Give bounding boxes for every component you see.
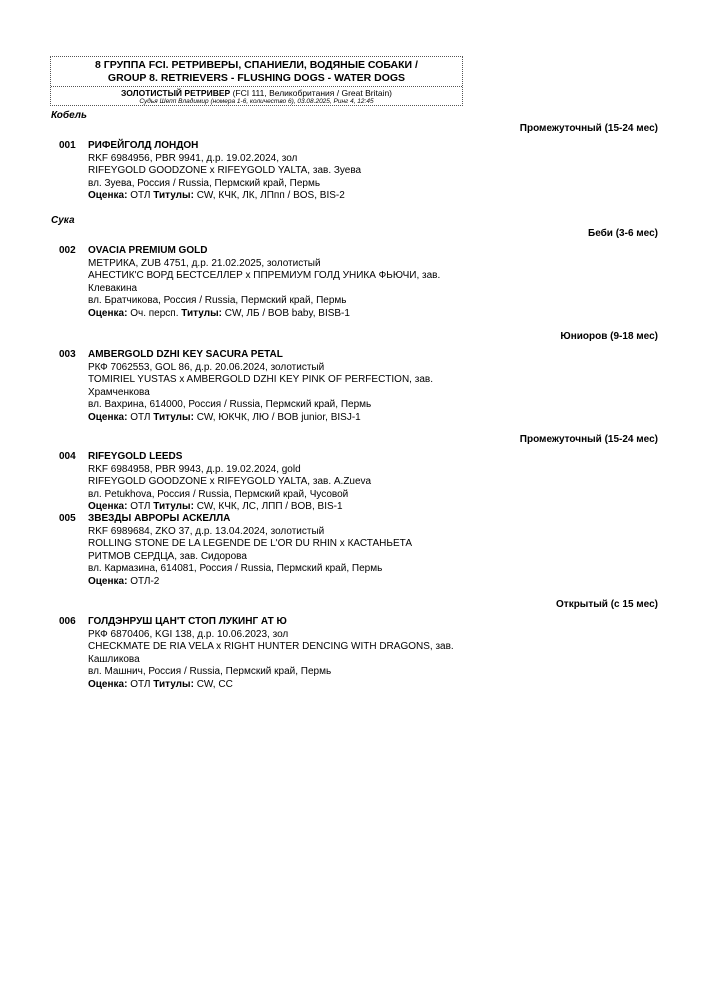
entry-number: 003	[59, 349, 76, 360]
result-line	[88, 501, 468, 514]
breed-line	[51, 88, 462, 98]
entry-number: 004	[59, 451, 76, 462]
entry-number: 002	[59, 245, 76, 256]
section-female: Сука	[51, 215, 75, 226]
parents: ROLLING STONE DE LA LEGENDE DE L'OR DU RHIN x КАСТАНЬЕТА РИТМОВ СЕРДЦА, зав. Сидорова	[88, 538, 413, 562]
score-value: ОТЛ-2	[127, 575, 160, 587]
entry-005	[88, 513, 468, 588]
header-divider	[51, 86, 462, 87]
titles-label: Титулы:	[153, 190, 194, 201]
titles-label: Титулы:	[181, 307, 222, 319]
score-label: Оценка:	[88, 575, 128, 587]
dog-name: OVACIA PREMIUM GOLD	[88, 245, 208, 256]
score-value: ОТЛ	[127, 678, 154, 690]
score-label: Оценка:	[88, 678, 128, 690]
class-heading-baby: Беби (3-6 мес)	[588, 228, 658, 239]
owner: вл. Машнич, Россия / Russia, Пермский край, Пермь	[88, 666, 332, 677]
registration: RKF 6984956, PBR 9941, д.р. 19.02.2024, зол	[88, 152, 298, 164]
entry-number: 006	[59, 616, 76, 627]
dog-name: РИФЕЙГОЛД ЛОНДОН	[88, 140, 199, 151]
result-line	[88, 412, 468, 425]
score-value: ОТЛ	[127, 501, 154, 512]
score-label: Оценка:	[88, 411, 128, 423]
score-label: Оценка:	[88, 501, 128, 512]
parents: TOMIRIEL YUSTAS x AMBERGOLD DZHI KEY PINK OF PERFECTION, зав. Храмченкова	[88, 374, 433, 398]
registration: МЕТРИКА, ZUB 4751, д.р. 21.02.2025, золотистый	[88, 257, 321, 269]
dog-name: AMBERGOLD DZHI KEY SACURA PETAL	[88, 349, 283, 360]
result-line	[88, 679, 468, 692]
dog-name: ЗВЕЗДЫ АВРОРЫ АСКЕЛЛА	[88, 513, 231, 524]
owner: вл. Кармазина, 614081, Россия / Russia, Пермский край, Пермь	[88, 563, 383, 574]
owner: вл. Вахрина, 614000, Россия / Russia, Пермский край, Пермь	[88, 399, 372, 410]
registration: РКФ 6870406, KGI 138, д.р. 10.06.2023, зол	[88, 628, 289, 640]
class-heading-open: Открытый (с 15 мес)	[556, 599, 658, 610]
result-line	[88, 308, 468, 321]
owner: вл. Братчикова, Россия / Russia, Пермский край, Пермь	[88, 295, 347, 306]
titles-value: CW, CC	[193, 678, 233, 690]
entry-001	[88, 140, 468, 203]
titles-label: Титулы:	[153, 501, 194, 512]
class-heading-intermediate-male: Промежуточный (15-24 мес)	[519, 123, 658, 134]
result-line	[88, 576, 468, 589]
group-title-ru: 8 ГРУППА FCI. РЕТРИВЕРЫ, СПАНИЕЛИ, ВОДЯНЫЕ СОБАКИ /	[95, 59, 418, 71]
dog-name: ГОЛДЭНРУШ ЦАН'Т СТОП ЛУКИНГ АТ Ю	[88, 616, 287, 627]
entry-number: 005	[59, 513, 76, 524]
titles-value: CW, ЛБ / BOB baby, BISB-1	[221, 307, 350, 319]
titles-value: CW, КЧК, ЛК, ЛПпп / BOS, BIS-2	[193, 190, 345, 201]
score-label: Оценка:	[88, 307, 128, 319]
titles-value: CW, КЧК, ЛС, ЛПП / BOB, BIS-1	[193, 501, 343, 512]
class-heading-junior: Юниоров (9-18 мес)	[560, 331, 658, 342]
entry-004	[88, 451, 468, 514]
group-title-en: GROUP 8. RETRIEVERS - FLUSHING DOGS - WATER DOGS	[107, 72, 406, 84]
group-header-box	[50, 56, 463, 106]
registration: RKF 6984958, PBR 9943, д.р. 19.02.2024, gold	[88, 463, 301, 475]
parents: АНЕСТИК'С ВОРД БЕСТСЕЛЛЕР x ППРЕМИУМ ГОЛД УНИКА ФЬЮЧИ, зав. Клевакина	[88, 270, 441, 294]
score-label: Оценка:	[88, 190, 128, 201]
titles-label: Титулы:	[153, 411, 194, 423]
breed-origin: (FCI 111, Великобритания / Great Britain)	[230, 88, 392, 98]
entry-002	[88, 245, 468, 320]
judge-line: Судья Шепп Владимир (номера 1-6, количество 6), 03.08.2025, Ринг 4, 12:45	[139, 98, 374, 105]
parents: CHECKMATE DE RIA VELA x RIGHT HUNTER DENCING WITH DRAGONS, зав. Кашликова	[88, 641, 454, 665]
titles-label: Титулы:	[153, 678, 194, 690]
entry-006	[88, 616, 468, 691]
parents: RIFEYGOLD GOODZONE x RIFEYGOLD YALTA, зав. Зуева	[88, 165, 362, 176]
registration: RKF 6989684, ZKO 37, д.р. 13.04.2024, золотистый	[88, 525, 325, 537]
section-male: Кобель	[51, 110, 87, 121]
owner: вл. Petukhova, Россия / Russia, Пермский край, Чусовой	[88, 488, 349, 500]
titles-value: CW, ЮКЧК, ЛЮ / BOB junior, BISJ-1	[193, 411, 361, 423]
class-heading-intermediate-female: Промежуточный (15-24 мес)	[519, 434, 658, 445]
entry-003	[88, 349, 468, 424]
breed-name: ЗОЛОТИСТЫЙ РЕТРИВЕР	[121, 88, 231, 98]
score-value: ОТЛ	[127, 190, 154, 201]
entry-number: 001	[59, 140, 76, 151]
owner: вл. Зуева, Россия / Russia, Пермский край, Пермь	[88, 177, 321, 189]
parents: RIFEYGOLD GOODZONE x RIFEYGOLD YALTA, зав. A.Zueva	[88, 476, 372, 487]
registration: РКФ 7062553, GOL 86, д.р. 20.06.2024, золотистый	[88, 361, 325, 373]
dog-name: RIFEYGOLD LEEDS	[88, 451, 183, 462]
result-line	[88, 190, 468, 203]
score-value: Оч. персп.	[127, 307, 182, 319]
score-value: ОТЛ	[127, 411, 154, 423]
